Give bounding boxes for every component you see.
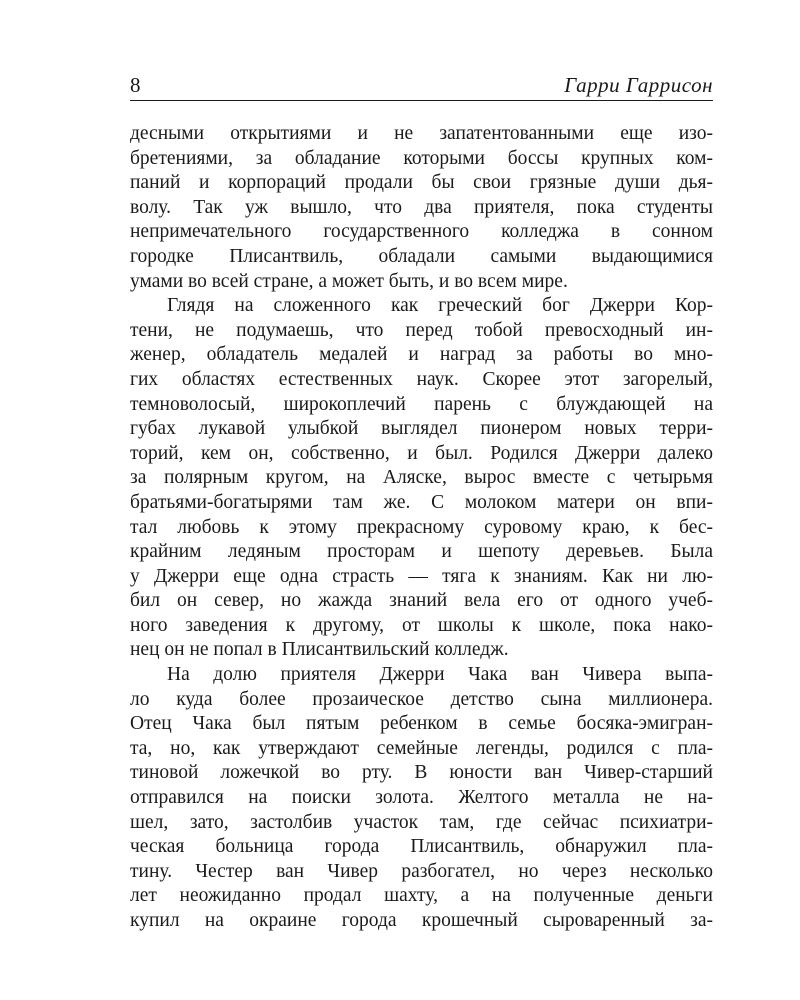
text-line: ческая больница города Плисантвиль, обнаружил пла- [130,836,713,858]
text-line: ного заведения к другому, от школы к школе, пока нако- [130,614,713,636]
text-line: торий, кем он, собственно, и был. Родился Джерри далеко [130,442,713,464]
running-title: Гарри Гаррисон [564,73,713,97]
text-line: крайним ледяным просторам и шепоту деревьев. Была [130,541,713,563]
page-number: 8 [130,73,141,97]
text-line: волу. Так уж вышло, что два приятеля, пока студенты [130,196,713,218]
text-line: та, но, как утверждают семейные легенды, родился с пла- [130,737,713,759]
text-line: умами во всей стране, а может быть, и во всем мире. [130,270,568,292]
text-line: отправился на поиски золота. Желтого металла не на- [130,787,713,809]
paragraph-start-line: Глядя на сложенного как греческий бог Джерри Кор- [167,295,713,317]
text-line: братьями-богатырями там же. С молоком матери он впи- [130,491,713,513]
text-line: десными открытиями и не запатентованными еще изо- [130,123,713,144]
text-line: непримечательного государственного колледжа в сонном [130,221,713,243]
text-line: темноволосый, широкоплечий парень с блуждающей на [130,393,713,415]
text-line: у Джерри еще одна страсть — тяга к знаниям. Как ни лю- [130,565,713,587]
running-head [130,72,713,101]
text-line: Отец Чака был пятым ребенком в семье босяка-эмигран- [130,713,713,735]
text-line: гих областях естественных наук. Скорее этот загорелый, [130,368,713,390]
text-line: лет неожиданно продал шахту, а на полученные деньги [130,885,713,907]
text-line: тиновой ложечкой во рту. В юности ван Чивер-старший [130,762,713,784]
text-line: нец он не попал в Плисантвильский колледж. [130,639,509,661]
text-line: городке Плисантвиль, обладали самыми выдающимися [130,245,713,267]
text-line: бил он север, но жажда знаний вела его от одного учеб- [130,590,713,612]
text-line: тал любовь к этому прекрасному суровому краю, к бес- [130,516,713,538]
paragraph-start-line: На долю приятеля Джерри Чака ван Чивера выпа- [167,664,713,686]
body-text [130,122,713,934]
text-line: за полярным кругом, на Аляске, вырос вместе с четырьмя [130,467,713,489]
text-line: тину. Честер ван Чивер разбогател, но через несколько [130,860,713,882]
text-line: шел, зато, застолбив участок там, где сейчас психиатри- [130,811,713,833]
text-line: паний и корпораций продали бы свои грязные души дья- [130,172,713,194]
text-line: женер, обладатель медалей и наград за работы во мно- [130,344,713,366]
text-line: тени, не подумаешь, что перед тобой превосходный ин- [130,319,713,341]
text-line: ло куда более прозаическое детство сына миллионера. [130,688,713,710]
text-line: губах лукавой улыбкой выглядел пионером новых терри- [130,418,713,440]
text-line: купил на окраине города крошечный сыроваренный за- [130,910,713,931]
text-line: бретениями, за обладание которыми боссы крупных ком- [130,147,713,169]
